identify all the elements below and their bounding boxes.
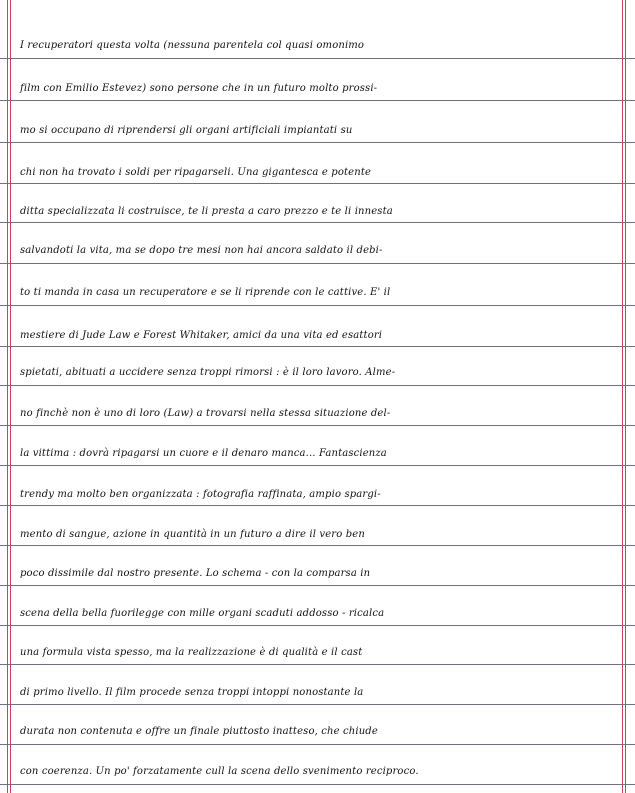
text-line: la vittima : dovrà ripagarsi un cuore e il denaro manca... Fantascienza: [20, 448, 387, 459]
text-line: con coerenza. Un po' forzatamente cull la scena dello svenimento reciproco.: [20, 766, 419, 777]
text-line: poco dissimile dal nostro presente. Lo schema - con la comparsa in: [20, 568, 371, 579]
text-line: mestiere di Jude Law e Forest Whitaker, amici da una vita ed esattori: [20, 330, 383, 341]
text-line: chi non ha trovato i soldi per ripagarseli. Una gigantesca e potente: [20, 167, 372, 178]
text-line: ditta specializzata li costruisce, te li presta a caro prezzo e te li innesta: [20, 206, 393, 217]
left-margin-line: [7, 0, 8, 793]
text-line: mento di sangue, azione in quantità in un futuro a dire il vero ben: [20, 529, 365, 540]
text-line: salvandoti la vita, ma se dopo tre mesi non hai ancora saldato il debi-: [20, 245, 383, 256]
text-line: no finchè non è uno di loro (Law) a trovarsi nella stessa situazione del-: [20, 408, 391, 419]
text-line: film con Emilio Estevez) sono persone che in un futuro molto prossi-: [20, 83, 378, 94]
text-line: spietati, abituati a uccidere senza troppi rimorsi : è il loro lavoro. Alme-: [20, 367, 396, 378]
text-line: una formula vista spesso, ma la realizzazione è di qualità e il cast: [20, 647, 363, 658]
text-line: scena della bella fuorilegge con mille organi scaduti addosso - ricalca: [20, 608, 385, 619]
right-margin-line: [625, 0, 626, 793]
text-line: di primo livello. Il film procede senza troppi intoppi nonostante la: [20, 687, 364, 698]
text-line: durata non contenuta e offre un finale piuttosto inatteso, che chiude: [20, 726, 378, 737]
text-line: I recuperatori questa volta (nessuna parentela col quasi omonimo: [20, 40, 365, 51]
text-line: mo si occupano di riprendersi gli organi artificiali impiantati su: [20, 125, 353, 136]
text-line: trendy ma molto ben organizzata : fotografia raffinata, ampio spargi-: [20, 489, 381, 500]
text-line: to ti manda in casa un recuperatore e se li riprende con le cattive. E' il: [20, 287, 391, 298]
right-margin-line-inner: [622, 0, 623, 793]
left-margin-line-inner: [10, 0, 11, 793]
